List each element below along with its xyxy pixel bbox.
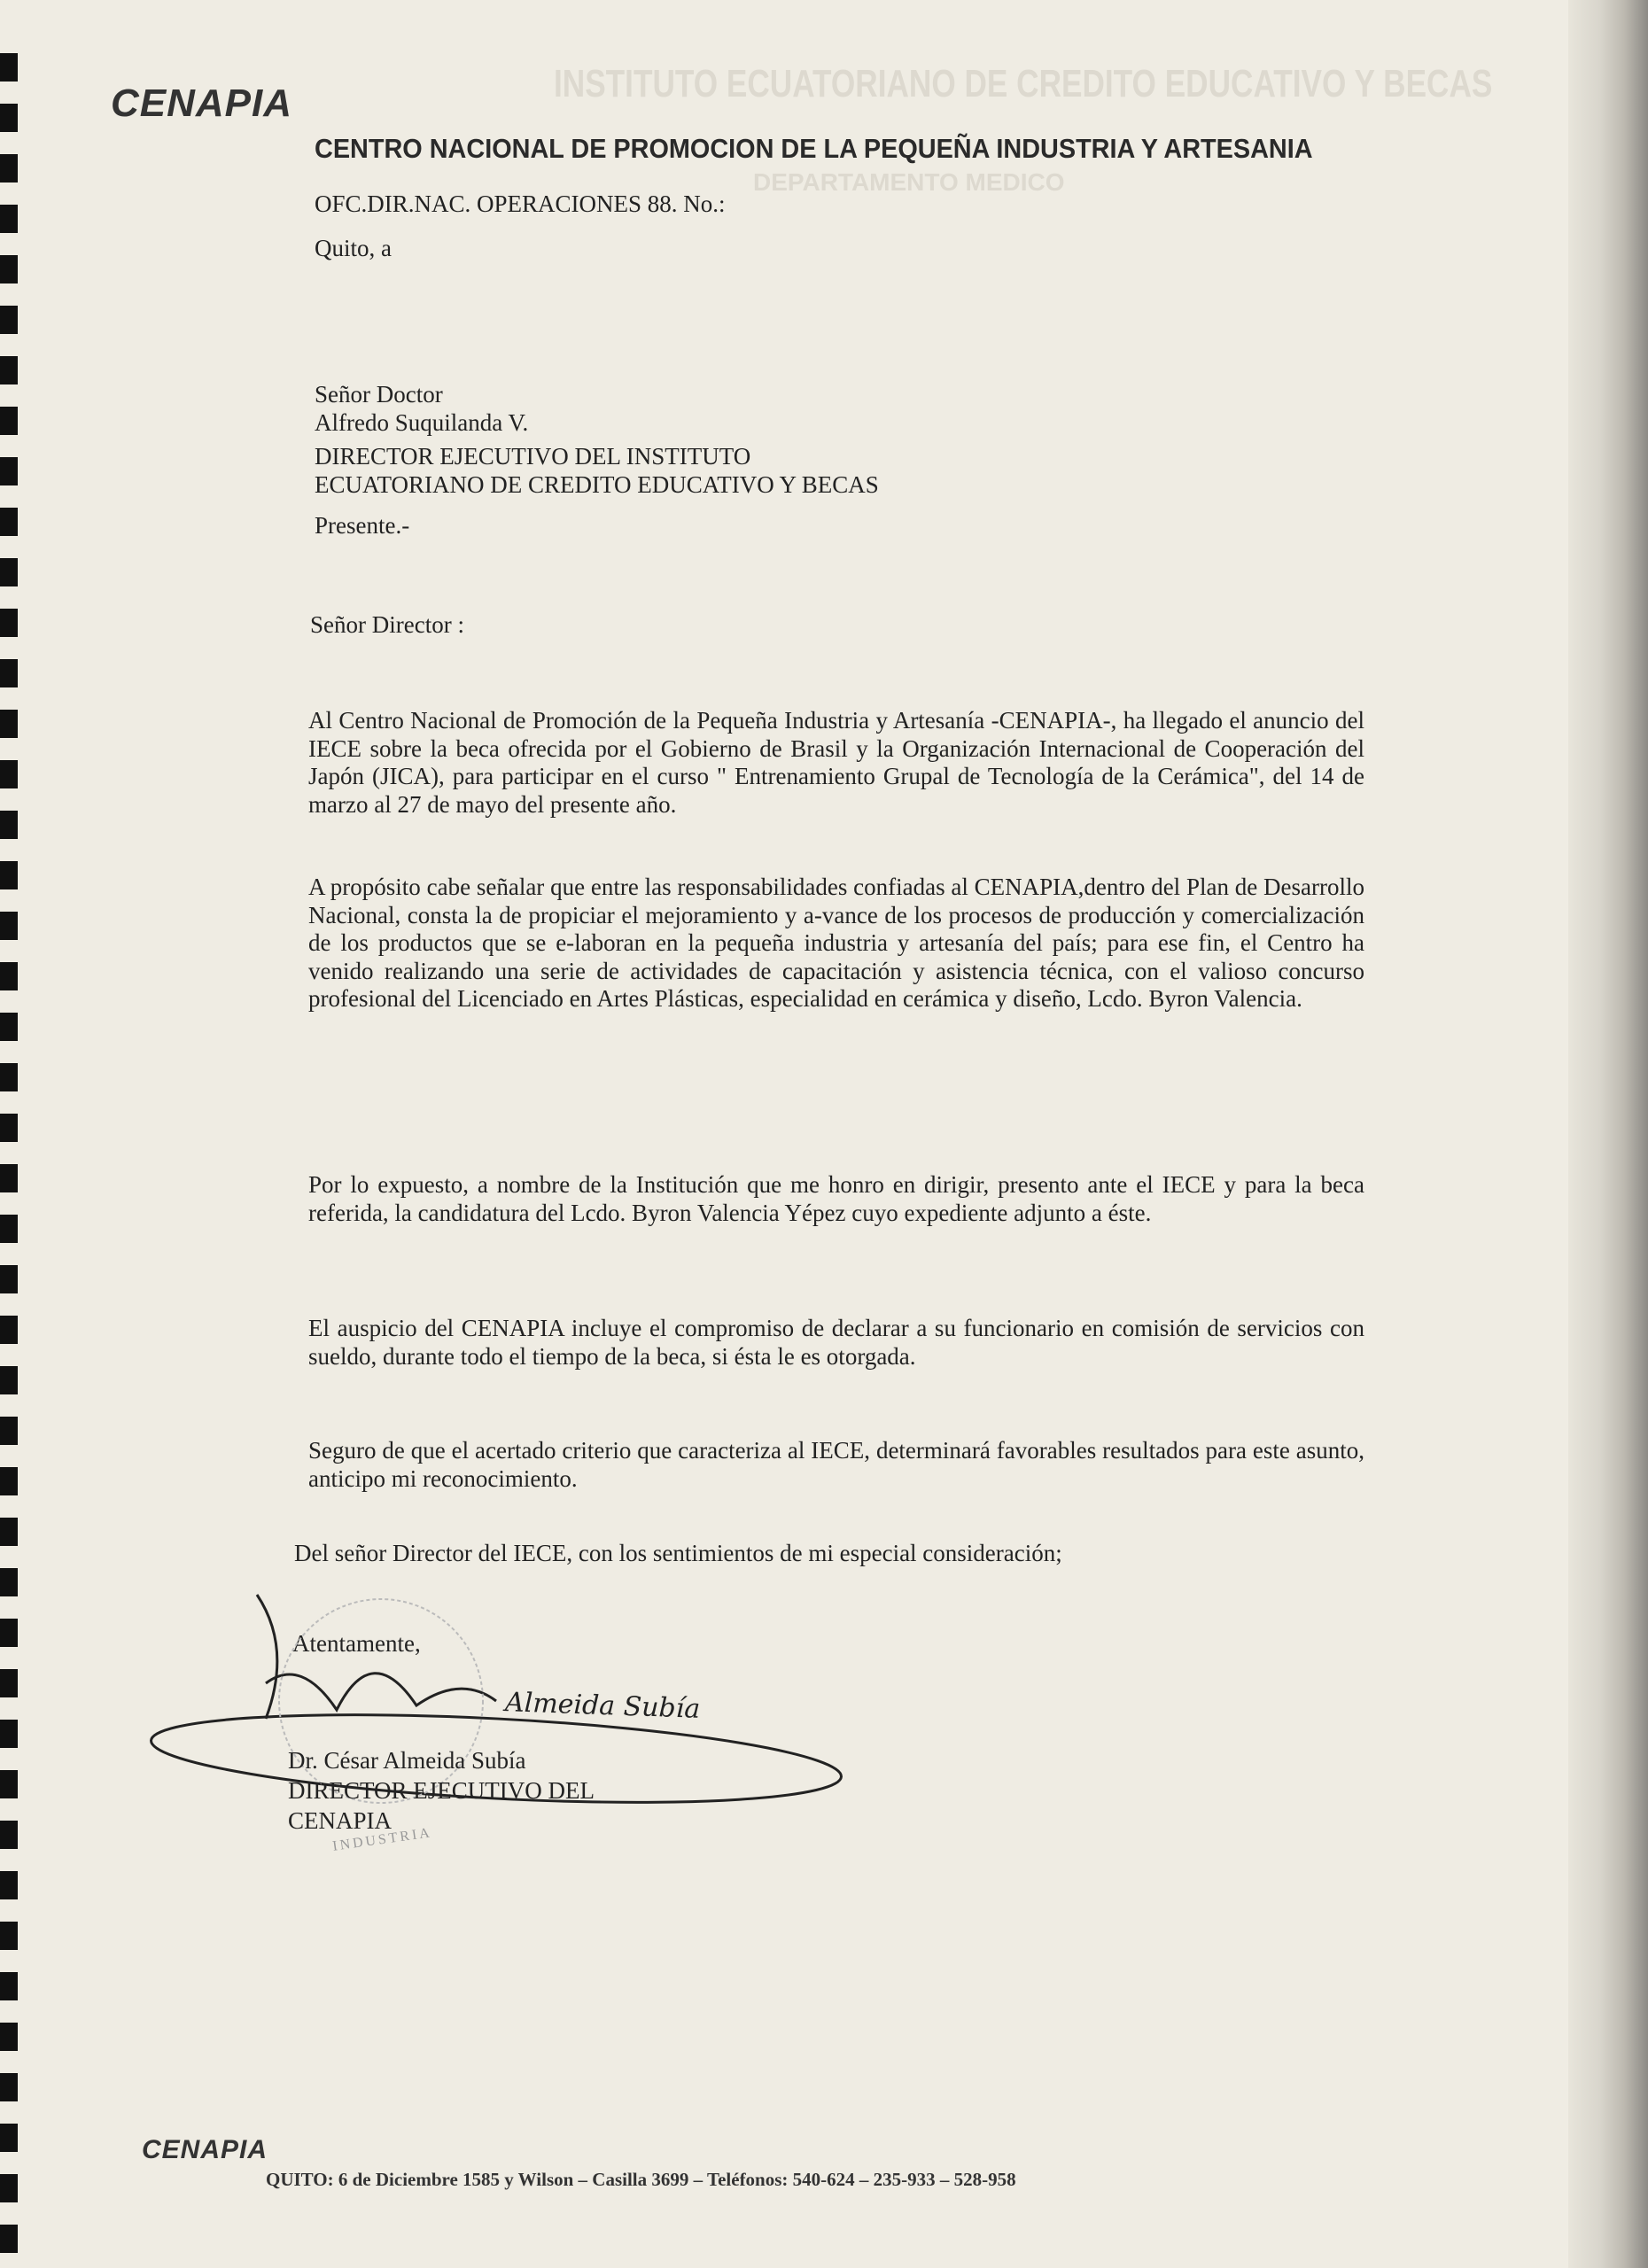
footer-address: QUITO: 6 de Diciembre 1585 y Wilson – Casilla 3699 – Teléfonos: 540-624 – 235-933 – 528-958 (266, 2169, 1016, 2190)
signature: Almeida Subía (504, 1687, 701, 1725)
stamp-text: INDUSTRIA (331, 1825, 433, 1854)
sign-off: Atentamente, (292, 1630, 421, 1657)
signer-title: DIRECTOR EJECUTIVO DEL (288, 1777, 595, 1804)
body-paragraph: Por lo expuesto, a nombre de la Institución que me honro en dirigir, presento ante el IECE y para la beca referida, la candidatura del Lcdo. Byron Valencia Yépez cuyo expediente adjunto a éste. (308, 1171, 1364, 1226)
signer-organization: CENAPIA (288, 1807, 393, 1834)
signer-name: Dr. César Almeida Subía (288, 1747, 526, 1774)
letterhead-title: CENTRO NACIONAL DE PROMOCION DE LA PEQUEÑA INDUSTRIA Y ARTESANIA (315, 133, 1313, 164)
body-paragraph: Al Centro Nacional de Promoción de la Pequeña Industria y Artesanía -CENAPIA-, ha llegado el anuncio del IECE sobre la beca ofrecida por el Gobierno de Brasil y la Organización Internacional de Cooperación del Japón (JICA), para participar en el curso " Entrenamiento Grupal de Tecnología de la Cerámica", del 14 de marzo al 27 de mayo del presente año. (308, 707, 1364, 818)
addressee-line: Alfredo Suquilanda V. (315, 409, 529, 436)
body-paragraph: El auspicio del CENAPIA incluye el compromiso de declarar a su funcionario en comisión de servicios con sueldo, durante todo el tiempo de la beca, si ésta le es otorgada. (308, 1315, 1364, 1370)
body-paragraph: A propósito cabe señalar que entre las responsabilidades confiadas al CENAPIA,dentro del Plan de Desarrollo Nacional, consta la de propiciar el mejoramiento y a-vance de los procesos de producción y comercialización de los productos que se e-laboran en la pequeña industria y artesanía del país; para ese fin, el Centro ha venido realizando una serie de actividades de capacitación y asistencia técnica, con el valioso concurso profesional del Licenciado en Artes Plásticas, especialidad en cerámica y diseño, Lcdo. Byron Valencia. (308, 874, 1364, 1013)
addressee-line: Señor Doctor (315, 381, 443, 408)
cenapia-logo: CENAPIA (111, 82, 293, 125)
bleed-through-department: DEPARTAMENTO MEDICO (753, 168, 1065, 196)
bleed-through-institute: INSTITUTO ECUATORIANO DE CREDITO EDUCATIVO Y BECAS (554, 62, 1493, 105)
body-paragraph: Seguro de que el acertado criterio que caracteriza al IECE, determinará favorables resultados para este asunto, anticipo mi reconocimiento. (308, 1437, 1364, 1492)
addressee-line: DIRECTOR EJECUTIVO DEL INSTITUTO (315, 443, 751, 470)
addressee-line: Presente.- (315, 512, 410, 539)
addressee-line: ECUATORIANO DE CREDITO EDUCATIVO Y BECAS (315, 471, 879, 498)
salutation: Señor Director : (310, 611, 464, 638)
footer-logo: CENAPIA (142, 2135, 268, 2164)
place-date: Quito, a (315, 235, 392, 261)
reference-number: OFC.DIR.NAC. OPERACIONES 88. No.: (315, 190, 726, 217)
closing-line: Del señor Director del IECE, con los sentimientos de mi especial consideración; (294, 1540, 1062, 1566)
signature-stroke (257, 1595, 496, 1719)
